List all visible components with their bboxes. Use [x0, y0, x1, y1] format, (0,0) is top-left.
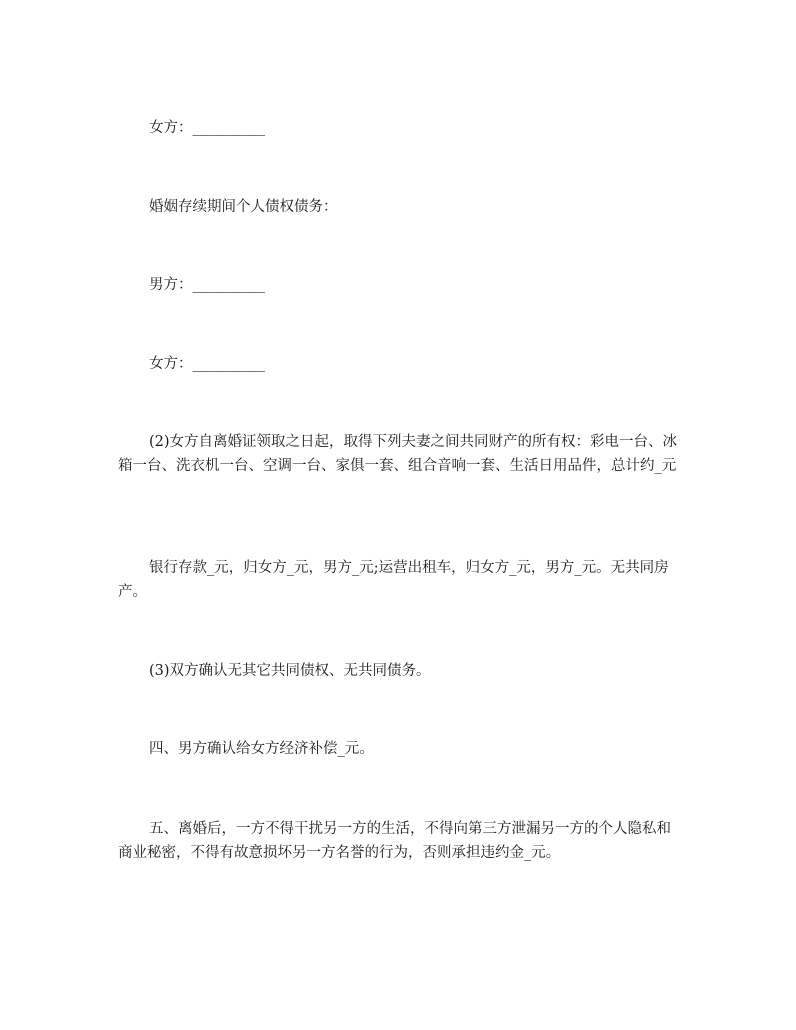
paragraph-personal-debts-heading: 婚姻存续期间个人债权债务： — [149, 199, 338, 215]
paragraph-clause-2-property: (2)女方自离婚证领取之日起，取得下列夫妻之间共同财产的所有权：彩电一台、冰箱一台、洗衣机一台、空调一台、家俱一套、组合音响一套、生活日用品件，总计约_元 — [118, 434, 678, 474]
paragraph-clause-3-no-joint-debts: (3)双方确认无其它共同债权、无共同债务。 — [149, 663, 431, 679]
paragraph-bank-deposits: 银行存款_元，归女方_元，男方_元;运营出租车，归女方_元，男方_元。无共同房产。 — [118, 560, 669, 600]
paragraph-male-party: 男方：__________ — [149, 277, 265, 293]
paragraph-female-party-2: 女方：__________ — [149, 356, 265, 372]
paragraph-section-5-post-divorce: 五、离婚后，一方不得干扰另一方的生活，不得向第三方泄漏另一方的个人隐私和商业秘密，不得有故意损坏另一方名誉的行为，否则承担违约金_元。 — [118, 821, 671, 861]
paragraph-female-party-1: 女方：__________ — [149, 120, 265, 136]
paragraph-section-4-compensation: 四、男方确认给女方经济补偿_元。 — [149, 741, 374, 757]
